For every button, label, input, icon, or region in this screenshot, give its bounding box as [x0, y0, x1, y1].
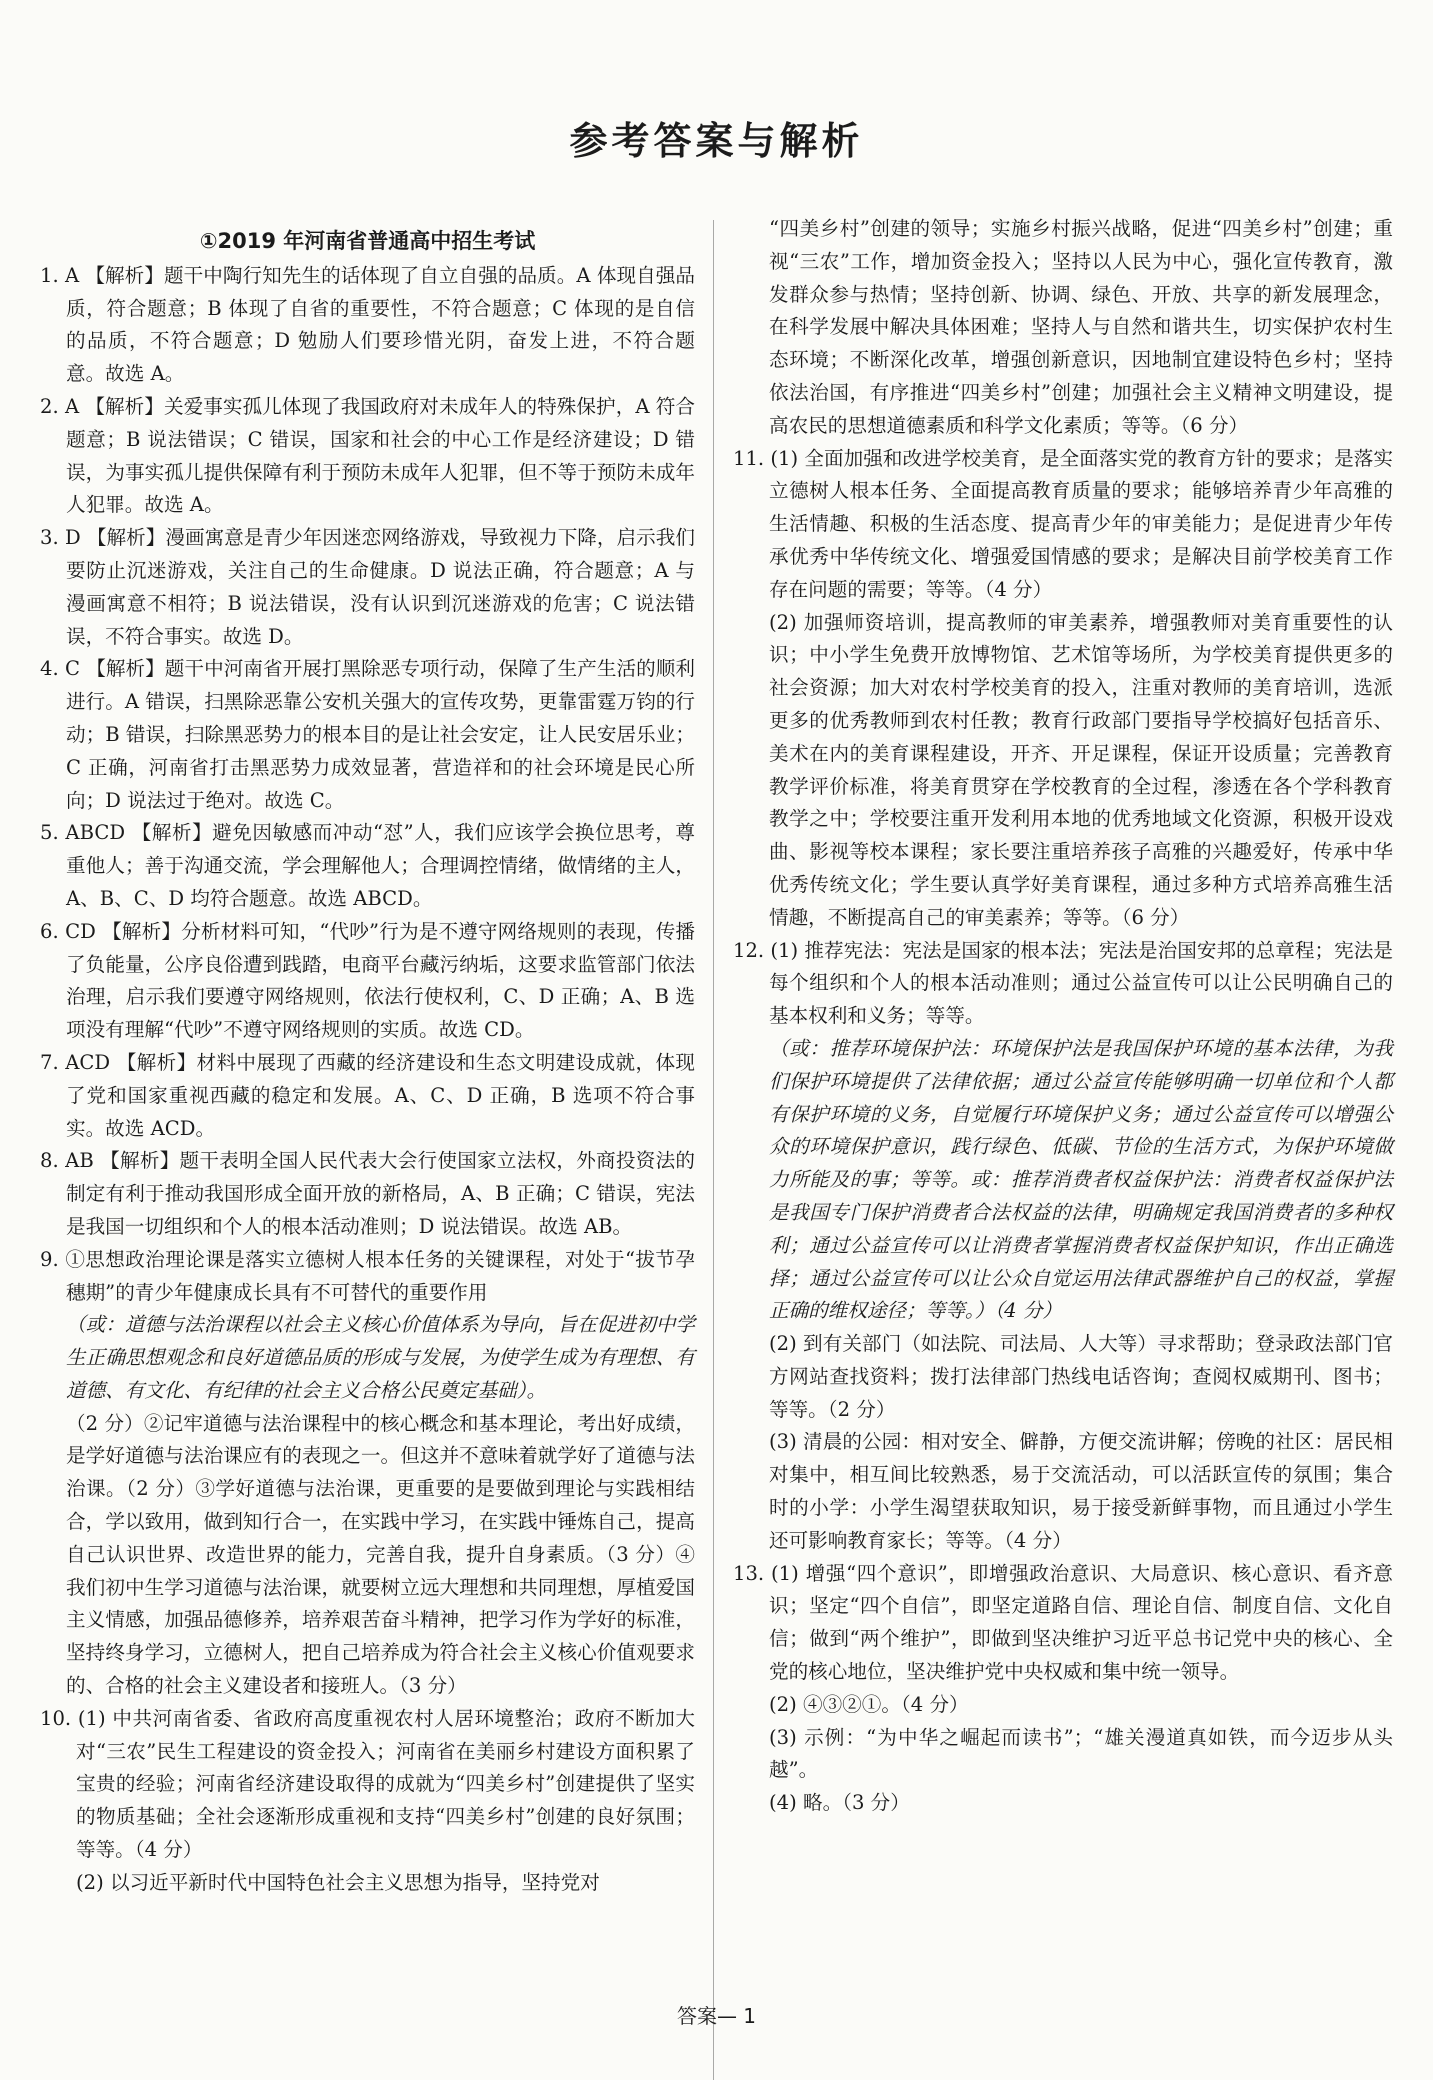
answer-item: 6. CD 【解析】分析材料可知，“代吵”行为是不遵守网络规则的表现，传播了负能量，公序良俗遭到践踏，电商平台藏污纳垢，这要求监管部门依法治理，启示我们要遵守网络规则，依法行使权利，C、D 正确；A、B 选项没有理解“代吵”不遵守网络规则的实质。故选 CD。 [40, 919, 695, 1042]
answer-item: 5. ABCD 【解析】避免因敏感而冲动“怼”人，我们应该学会换位思考，尊重他人；善于沟通交流，学会理解他人；合理调控情绪，做情绪的主人，A、B、C、D 均符合题意。故选 ABCD。 [40, 821, 695, 910]
answer-item: 12. (1) 推荐宪法：宪法是国家的根本法；宪法是治国安邦的总章程；宪法是每个组织和个人的根本活动准则；通过公益宣传可以让公民明确自己的基本权利和义务；等等。 [733, 938, 1393, 1028]
answer-item: 10. (1) 中共河南省委、省政府高度重视农村人居环境整治；政府不断加大对“三农”民生工程建设的资金投入；河南省在美丽乡村建设方面积累了宝贵的经验；河南省经济建设取得的成就为“四美乡村”创建提供了坚实的物质基础；全社会逐渐形成重视和支持“四美乡村”创建的良好氛围；等等。（4 分） [40, 1706, 695, 1862]
answer-item: 7. ACD 【解析】材料中展现了西藏的经济建设和生态文明建设成就，体现了党和国家重视西藏的稳定和发展。A、C、D 正确，B 选项不符合事实。故选 ACD。 [40, 1050, 695, 1140]
answer-continuation: “四美乡村”创建的领导；实施乡村振兴战略，促进“四美乡村”创建；重视“三农”工作，增加资金投入；坚持以人民为中心，强化宣传教育，激发群众参与热情；坚持创新、协调、绿色、开放、共享的新发展理念，在科学发展中解决具体困难；坚持人与自然和谐共生，切实保护农村生态环境；不断深化改革，增强创新意识，因地制宜建设特色乡村；坚持依法治国，有序推进“四美乡村”创建；加强社会主义精神文明建设，提高农民的思想道德素质和科学文化素质；等等。（6 分） [769, 217, 1393, 437]
answer-continuation: （2 分）②记牢道德与法治课程中的核心概念和基本理论，考出好成绩，是学好道德与法治课应有的表现之一。但这并不意味着就学好了道德与法治课。（2 分）③学好道德与法治课，更重要的是要做到理论与实践相结合，学以致用，做到知行合一，在实践中学习，在实践中锤炼自己，提高自己认识世界、改造世界的能力，完善自我，提升自身素质。（3 分）④我们初中生学习道德与法治课，就要树立远大理想和共同理想，厚植爱国主义情感，加强品德修养，培养艰苦奋斗精神，把学习作为学好的标准，坚持终身学习，立德树人，把自己培养成为符合社会主义核心价值观要求的、合格的社会主义建设者和接班人。（3 分） [66, 1411, 695, 1698]
section-title: ①2019 年河南省普通高中招生考试 [199, 229, 536, 253]
answer-item: 3. D 【解析】漫画寓意是青少年因迷恋网络游戏，导致视力下降，启示我们要防止沉迷游戏，关注自己的生命健康。D 说法正确，符合题意；A 与漫画寓意不相符；B 说法错误，没有认识到沉迷游戏的危害；C 说法错误，不符合事实。故选 D。 [40, 526, 695, 648]
left-column [40, 225, 695, 1900]
answer-item: 4. C 【解析】题干中河南省开展打黑除恶专项行动，保障了生产生活的顺利进行。A 错误，扫黑除恶靠公安机关强大的宣传攻势，更靠雷霆万钧的行动；B 错误，扫除黑恶势力的根本目的是让社会安定，让人民安居乐业；C 正确，河南省打击黑恶势力成效显著，营造祥和的社会环境是民心所向；D 说法过于绝对。故选 C。 [40, 657, 695, 812]
answer-item: 13. (1) 增强“四个意识”，即增强政治意识、大局意识、核心意识、看齐意识；坚定“四个自信”，即坚定道路自信、理论自信、制度自信、文化自信；做到“两个维护”，即做到坚决维护习近平总书记党中央的核心、全党的核心地位，坚决维护党中央权威和集中统一领导。 [733, 1561, 1393, 1684]
answer-subitem: (3) 清晨的公园：相对安全、僻静，方便交流讲解；傍晚的社区：居民相对集中，相互间比较熟悉，易于交流活动，可以活跃宣传的氛围；集合时的小学：小学生渴望获取知识，易于接受新鲜事物，而且通过小学生还可影响教育家长；等等。（4 分） [769, 1430, 1393, 1552]
column-divider [713, 220, 714, 2080]
answer-subitem: (2) 以习近平新时代中国特色社会主义思想为指导，坚持党对 [76, 1870, 600, 1894]
answer-subitem: (2) ④③②①。（4 分） [769, 1692, 969, 1716]
page-title: 参考答案与解析 [569, 119, 864, 163]
answer-subitem: (4) 略。（3 分） [769, 1791, 910, 1815]
answer-subitem: (3) 示例：“为中华之崛起而读书”；“雄关漫道真如铁，而今迈步从头越”。 [769, 1725, 1393, 1782]
answer-item: 8. AB 【解析】题干表明全国人民代表大会行使国家立法权，外商投资法的制定有利于推动我国形成全面开放的新格局，A、B 正确；C 错误，宪法是我国一切组织和个人的根本活动准则；D 说法错误。故选 AB。 [40, 1149, 695, 1238]
answer-item: 9. ①思想政治理论课是落实立德树人根本任务的关键课程，对处于“拔节孕穗期”的青少年健康成长具有不可替代的重要作用 [40, 1247, 695, 1304]
answer-subitem: (2) 加强师资培训，提高教师的审美素养，增强教师对美育重要性的认识；中小学生免费开放博物馆、艺术馆等场所，为学校美育提供更多的社会资源；加大对农村学校美育的投入，注重对教师的美育培训，选派更多的优秀教师到农村任教；教育行政部门要指导学校搞好包括音乐、美术在内的美育课程建设，开齐、开足课程，保证开设质量；完善教育教学评价标准，将美育贯穿在学校教育的全过程，渗透在各个学科教育教学之中；学校要注重开发利用本地的优秀地域文化资源，积极开设戏曲、影视等校本课程；家长要注重培养孩子高雅的兴趣爱好，传承中华优秀传统文化；学生要认真学好美育课程，通过多种方式培养高雅生活情趣，不断提高自己的审美素养；等等。（6 分） [769, 610, 1393, 929]
right-column [733, 213, 1393, 1820]
answer-subitem: (2) 到有关部门（如法院、司法局、人大等）寻求帮助；登录政法部门官方网站查找资料；拨打法律部门热线电话咨询；查阅权威期刊、图书；等等。（2 分） [769, 1332, 1393, 1421]
answer-item: 1. A 【解析】题干中陶行知先生的话体现了自立自强的品质。A 体现自强品质，符合题意；B 体现了自省的重要性，不符合题意；C 体现的是自信的品质，不符合题意；D 勉励人们要珍惜光阴，奋发上进，不符合题意。故选 A。 [40, 263, 695, 386]
page-footer: 答案— 1 [676, 2004, 757, 2028]
answer-alt-text: （或：道德与法治课程以社会主义核心价值体系为导向，旨在促进初中学生正确思想观念和良好道德品质的形成与发展，为使学生成为有理想、有道德、有文化、有纪律的社会主义合格公民奠定基础）。 [66, 1313, 695, 1402]
answer-alt-text: （或：推荐环境保护法：环境保护法是我国保护环境的基本法律，为我们保护环境提供了法律依据；通过公益宣传能够明确一切单位和个人都有保护环境的义务，自觉履行环境保护义务；通过公益宣传可以增强公众的环境保护意识，践行绿色、低碳、节俭的生活方式，为保护环境做力所能及的事；等等。或：推荐消费者权益保护法：消费者权益保护法是我国专门保护消费者合法权益的法律，明确规定我国消费者的多种权利；通过公益宣传可以让消费者掌握消费者权益保护知识，作出正确选择；通过公益宣传可以让公众自觉运用法律武器维护自己的权益，掌握正确的维权途径；等等。）（4 分） [769, 1036, 1393, 1323]
answer-item: 2. A 【解析】关爱事实孤儿体现了我国政府对未成年人的特殊保护，A 符合题意；B 说法错误；C 错误，国家和社会的中心工作是经济建设；D 错误，为事实孤儿提供保障有利于预防未成年人犯罪，但不等于预防未成年人犯罪。故选 A。 [40, 394, 695, 517]
answer-item: 11. (1) 全面加强和改进学校美育，是全面落实党的教育方针的要求；是落实立德树人根本任务、全面提高教育质量的要求；能够培养青少年高雅的生活情趣、积极的生活态度、提高青少年的审美能力；是促进青少年传承优秀中华传统文化、增强爱国情感的要求；是解决目前学校美育工作存在问题的需要；等等。（4 分） [733, 446, 1393, 601]
